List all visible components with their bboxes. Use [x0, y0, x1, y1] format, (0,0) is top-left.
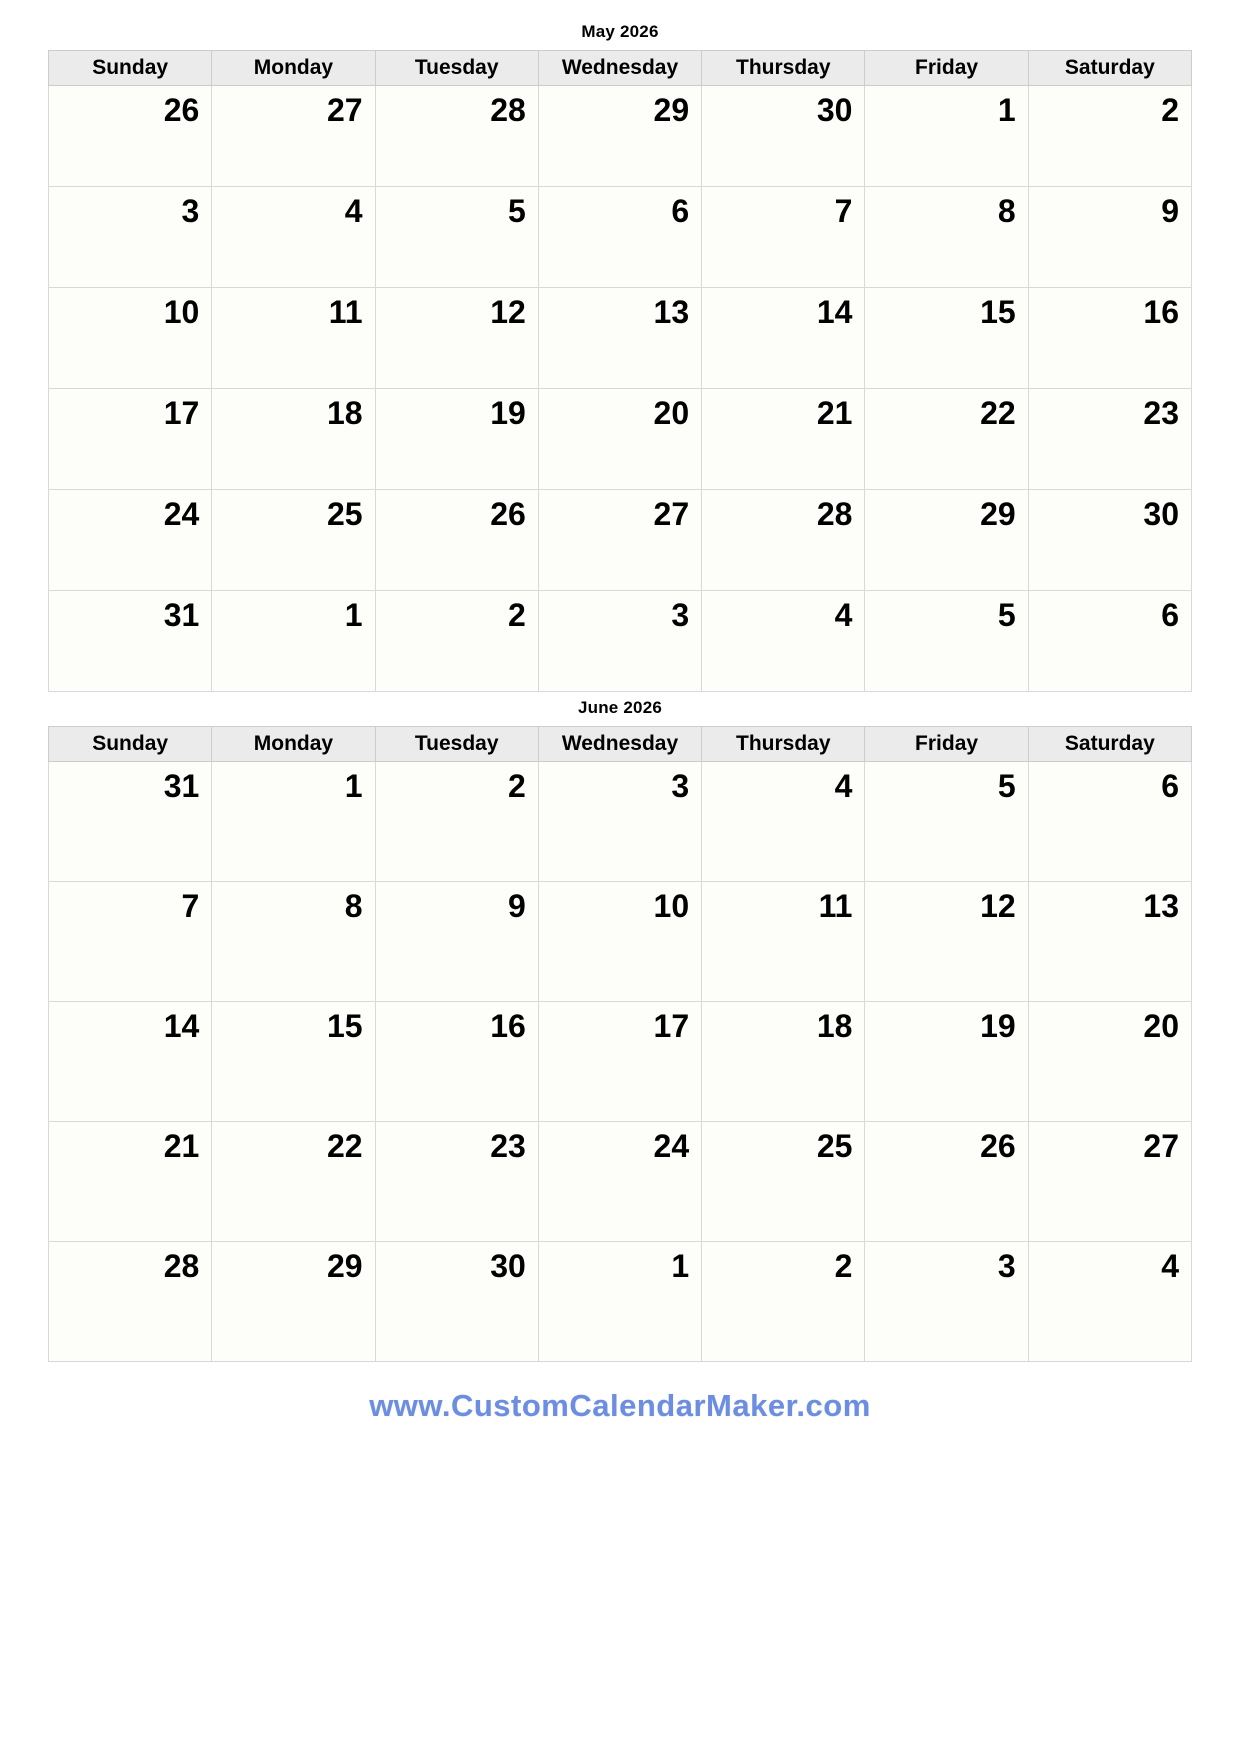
- calendar-week-row: [49, 1002, 1192, 1122]
- day-cell-other-month[interactable]: 4: [702, 591, 865, 692]
- day-cell[interactable]: 29: [865, 490, 1028, 591]
- month-block-may: [48, 22, 1192, 692]
- weekday-header-saturday: Saturday: [1028, 51, 1191, 86]
- weekday-header-sunday: Sunday: [49, 727, 212, 762]
- day-cell-other-month[interactable]: 31: [49, 762, 212, 882]
- footer-website-link[interactable]: www.CustomCalendarMaker.com: [369, 1388, 871, 1423]
- day-cell[interactable]: 9: [375, 882, 538, 1002]
- day-cell[interactable]: 13: [538, 288, 701, 389]
- day-cell[interactable]: 18: [702, 1002, 865, 1122]
- calendar-body-may: [49, 86, 1192, 692]
- day-cell-other-month[interactable]: 6: [1028, 591, 1191, 692]
- day-cell-other-month[interactable]: 2: [702, 1242, 865, 1362]
- day-cell[interactable]: 14: [49, 1002, 212, 1122]
- day-cell[interactable]: 25: [212, 490, 375, 591]
- weekday-header-monday: Monday: [212, 51, 375, 86]
- weekday-header-sunday: Sunday: [49, 51, 212, 86]
- day-cell[interactable]: 15: [865, 288, 1028, 389]
- day-cell[interactable]: 30: [375, 1242, 538, 1362]
- day-cell[interactable]: 13: [1028, 882, 1191, 1002]
- day-cell[interactable]: 27: [538, 490, 701, 591]
- day-cell-other-month[interactable]: 3: [865, 1242, 1028, 1362]
- weekday-header-row: [49, 51, 1192, 86]
- day-cell[interactable]: 26: [375, 490, 538, 591]
- day-cell-other-month[interactable]: 3: [538, 591, 701, 692]
- day-cell[interactable]: 26: [865, 1122, 1028, 1242]
- weekday-header-friday: Friday: [865, 51, 1028, 86]
- day-cell-other-month[interactable]: 29: [538, 86, 701, 187]
- day-cell[interactable]: 19: [865, 1002, 1028, 1122]
- day-cell[interactable]: 18: [212, 389, 375, 490]
- day-cell-other-month[interactable]: 4: [1028, 1242, 1191, 1362]
- day-cell[interactable]: 9: [1028, 187, 1191, 288]
- day-cell[interactable]: 12: [865, 882, 1028, 1002]
- day-cell[interactable]: 30: [1028, 490, 1191, 591]
- day-cell[interactable]: 27: [1028, 1122, 1191, 1242]
- day-cell-other-month[interactable]: 28: [375, 86, 538, 187]
- day-cell[interactable]: 24: [49, 490, 212, 591]
- day-cell[interactable]: 8: [865, 187, 1028, 288]
- calendar-table-may: [48, 50, 1192, 692]
- calendar-week-row: [49, 882, 1192, 1002]
- day-cell[interactable]: 21: [702, 389, 865, 490]
- calendar-week-row: [49, 86, 1192, 187]
- weekday-header-thursday: Thursday: [702, 51, 865, 86]
- calendar-week-row: [49, 762, 1192, 882]
- weekday-header-tuesday: Tuesday: [375, 51, 538, 86]
- day-cell[interactable]: 22: [865, 389, 1028, 490]
- day-cell-other-month[interactable]: 26: [49, 86, 212, 187]
- day-cell[interactable]: 16: [1028, 288, 1191, 389]
- day-cell[interactable]: 7: [49, 882, 212, 1002]
- day-cell-other-month[interactable]: 27: [212, 86, 375, 187]
- day-cell[interactable]: 5: [865, 762, 1028, 882]
- day-cell[interactable]: 28: [49, 1242, 212, 1362]
- day-cell[interactable]: 3: [538, 762, 701, 882]
- weekday-header-row: [49, 727, 1192, 762]
- day-cell[interactable]: 10: [49, 288, 212, 389]
- day-cell[interactable]: 6: [538, 187, 701, 288]
- day-cell[interactable]: 2: [375, 762, 538, 882]
- day-cell[interactable]: 1: [212, 762, 375, 882]
- month-title-may: May 2026: [581, 22, 659, 41]
- day-cell[interactable]: 10: [538, 882, 701, 1002]
- weekday-header-wednesday: Wednesday: [538, 727, 701, 762]
- calendar-week-row: [49, 187, 1192, 288]
- weekday-header-friday: Friday: [865, 727, 1028, 762]
- day-cell[interactable]: 24: [538, 1122, 701, 1242]
- day-cell[interactable]: 14: [702, 288, 865, 389]
- footer-website[interactable]: [48, 1388, 1192, 1424]
- weekday-header-wednesday: Wednesday: [538, 51, 701, 86]
- day-cell[interactable]: 29: [212, 1242, 375, 1362]
- day-cell-other-month[interactable]: 1: [538, 1242, 701, 1362]
- day-cell[interactable]: 8: [212, 882, 375, 1002]
- day-cell[interactable]: 16: [375, 1002, 538, 1122]
- day-cell[interactable]: 17: [538, 1002, 701, 1122]
- day-cell[interactable]: 7: [702, 187, 865, 288]
- calendar-week-row: [49, 1242, 1192, 1362]
- day-cell[interactable]: 6: [1028, 762, 1191, 882]
- calendar-week-row: [49, 591, 1192, 692]
- day-cell[interactable]: 2: [1028, 86, 1191, 187]
- day-cell[interactable]: 15: [212, 1002, 375, 1122]
- day-cell-other-month[interactable]: 5: [865, 591, 1028, 692]
- day-cell[interactable]: 3: [49, 187, 212, 288]
- weekday-header-thursday: Thursday: [702, 727, 865, 762]
- calendar-week-row: [49, 1122, 1192, 1242]
- calendar-table-june: [48, 726, 1192, 1362]
- day-cell[interactable]: 1: [865, 86, 1028, 187]
- day-cell[interactable]: 31: [49, 591, 212, 692]
- day-cell-other-month[interactable]: 1: [212, 591, 375, 692]
- day-cell-other-month[interactable]: 30: [702, 86, 865, 187]
- weekday-header-monday: Monday: [212, 727, 375, 762]
- day-cell[interactable]: 19: [375, 389, 538, 490]
- day-cell[interactable]: 11: [212, 288, 375, 389]
- weekday-header-tuesday: Tuesday: [375, 727, 538, 762]
- month-block-june: [48, 698, 1192, 1362]
- day-cell[interactable]: 23: [375, 1122, 538, 1242]
- day-cell[interactable]: 22: [212, 1122, 375, 1242]
- day-cell[interactable]: 4: [702, 762, 865, 882]
- day-cell[interactable]: 20: [538, 389, 701, 490]
- day-cell[interactable]: 23: [1028, 389, 1191, 490]
- day-cell[interactable]: 21: [49, 1122, 212, 1242]
- day-cell[interactable]: 11: [702, 882, 865, 1002]
- month-title-june: June 2026: [577, 698, 663, 717]
- day-cell[interactable]: 17: [49, 389, 212, 490]
- calendar-week-row: [49, 389, 1192, 490]
- calendar-body-june: [49, 762, 1192, 1362]
- calendar-week-row: [49, 288, 1192, 389]
- day-cell[interactable]: 12: [375, 288, 538, 389]
- day-cell[interactable]: 5: [375, 187, 538, 288]
- day-cell[interactable]: 4: [212, 187, 375, 288]
- day-cell-other-month[interactable]: 2: [375, 591, 538, 692]
- day-cell[interactable]: 28: [702, 490, 865, 591]
- calendar-week-row: [49, 490, 1192, 591]
- weekday-header-saturday: Saturday: [1028, 727, 1191, 762]
- day-cell[interactable]: 25: [702, 1122, 865, 1242]
- day-cell[interactable]: 20: [1028, 1002, 1191, 1122]
